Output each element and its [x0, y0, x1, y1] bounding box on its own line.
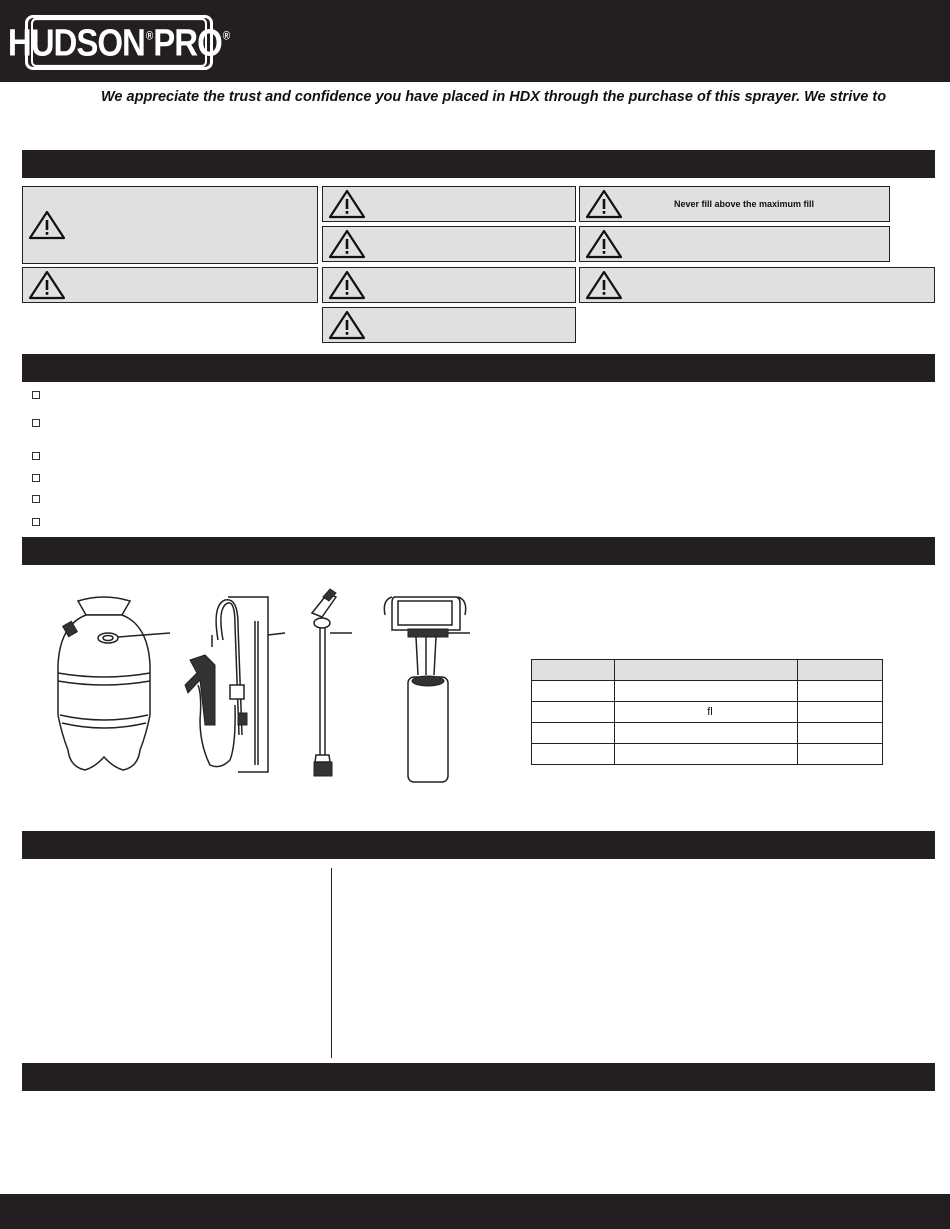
brand-registered-mark: ® [145, 30, 153, 44]
brand-sub: PRO [153, 20, 222, 64]
checklist-checkbox[interactable] [32, 518, 40, 526]
table-header-cell [615, 660, 798, 681]
warning-triangle-icon [327, 309, 367, 341]
warning-box [322, 226, 576, 262]
table-cell-text: fl [707, 706, 713, 718]
checklist-checkbox[interactable] [32, 419, 40, 427]
brand-logo [7, 15, 230, 70]
table-cell [798, 744, 883, 765]
checklist-checkbox[interactable] [32, 474, 40, 482]
column-divider [331, 868, 332, 1058]
extension-wand-illustration [312, 589, 352, 776]
warning-box [322, 267, 576, 303]
warning-triangle-icon [584, 228, 624, 260]
checklist-checkbox[interactable] [32, 452, 40, 460]
warning-triangle-icon [27, 269, 67, 301]
intro-text: We appreciate the trust and confidence you have placed in HDX through the purchase of this sprayer. We strive to [101, 89, 887, 105]
parts-illustration [40, 585, 500, 790]
table-header-cell [798, 660, 883, 681]
section-bar-parts [22, 537, 935, 565]
warning-triangle-icon [27, 209, 67, 241]
footer-bar [0, 1194, 950, 1229]
table-cell [615, 723, 798, 744]
section-bar-operation [22, 1063, 935, 1091]
warning-triangle-icon [327, 188, 367, 220]
table-row [532, 744, 883, 765]
hose-and-handle-illustration [185, 597, 285, 772]
table-cell [798, 702, 883, 723]
section-bar-checklist [22, 354, 935, 382]
table-cell [532, 681, 615, 702]
warning-box-max-fill [579, 186, 890, 222]
warning-box [322, 186, 576, 222]
warning-box [579, 226, 890, 262]
parts-table [531, 659, 883, 765]
warning-box [22, 267, 318, 303]
checklist-checkbox[interactable] [32, 495, 40, 503]
checklist-checkbox[interactable] [32, 391, 40, 399]
table-row [532, 681, 883, 702]
max-fill-warning-text: Never fill above the maximum fill [674, 199, 815, 209]
tank-with-handle-illustration [384, 597, 470, 782]
brand-registered-mark-2: ® [222, 30, 230, 44]
warning-box [579, 267, 935, 303]
table-cell [532, 702, 615, 723]
brand-main: HUDSON [7, 20, 145, 64]
warning-triangle-icon [584, 188, 624, 220]
warning-box [22, 186, 318, 264]
table-cell [615, 744, 798, 765]
brand-logo-text [7, 18, 230, 67]
table-row [532, 702, 883, 723]
table-cell [532, 723, 615, 744]
section-bar-assembly [22, 831, 935, 859]
table-cell [798, 681, 883, 702]
warning-box [322, 307, 576, 343]
table-header-row [532, 660, 883, 681]
section-bar-safety [22, 150, 935, 178]
sprayer-tank-illustration [58, 597, 170, 770]
table-cell [615, 702, 798, 723]
warning-triangle-icon [327, 269, 367, 301]
warning-triangle-icon [584, 269, 624, 301]
warning-triangle-icon [327, 228, 367, 260]
table-cell [615, 681, 798, 702]
table-cell [532, 744, 615, 765]
table-cell [798, 723, 883, 744]
table-header-cell [532, 660, 615, 681]
table-row [532, 723, 883, 744]
